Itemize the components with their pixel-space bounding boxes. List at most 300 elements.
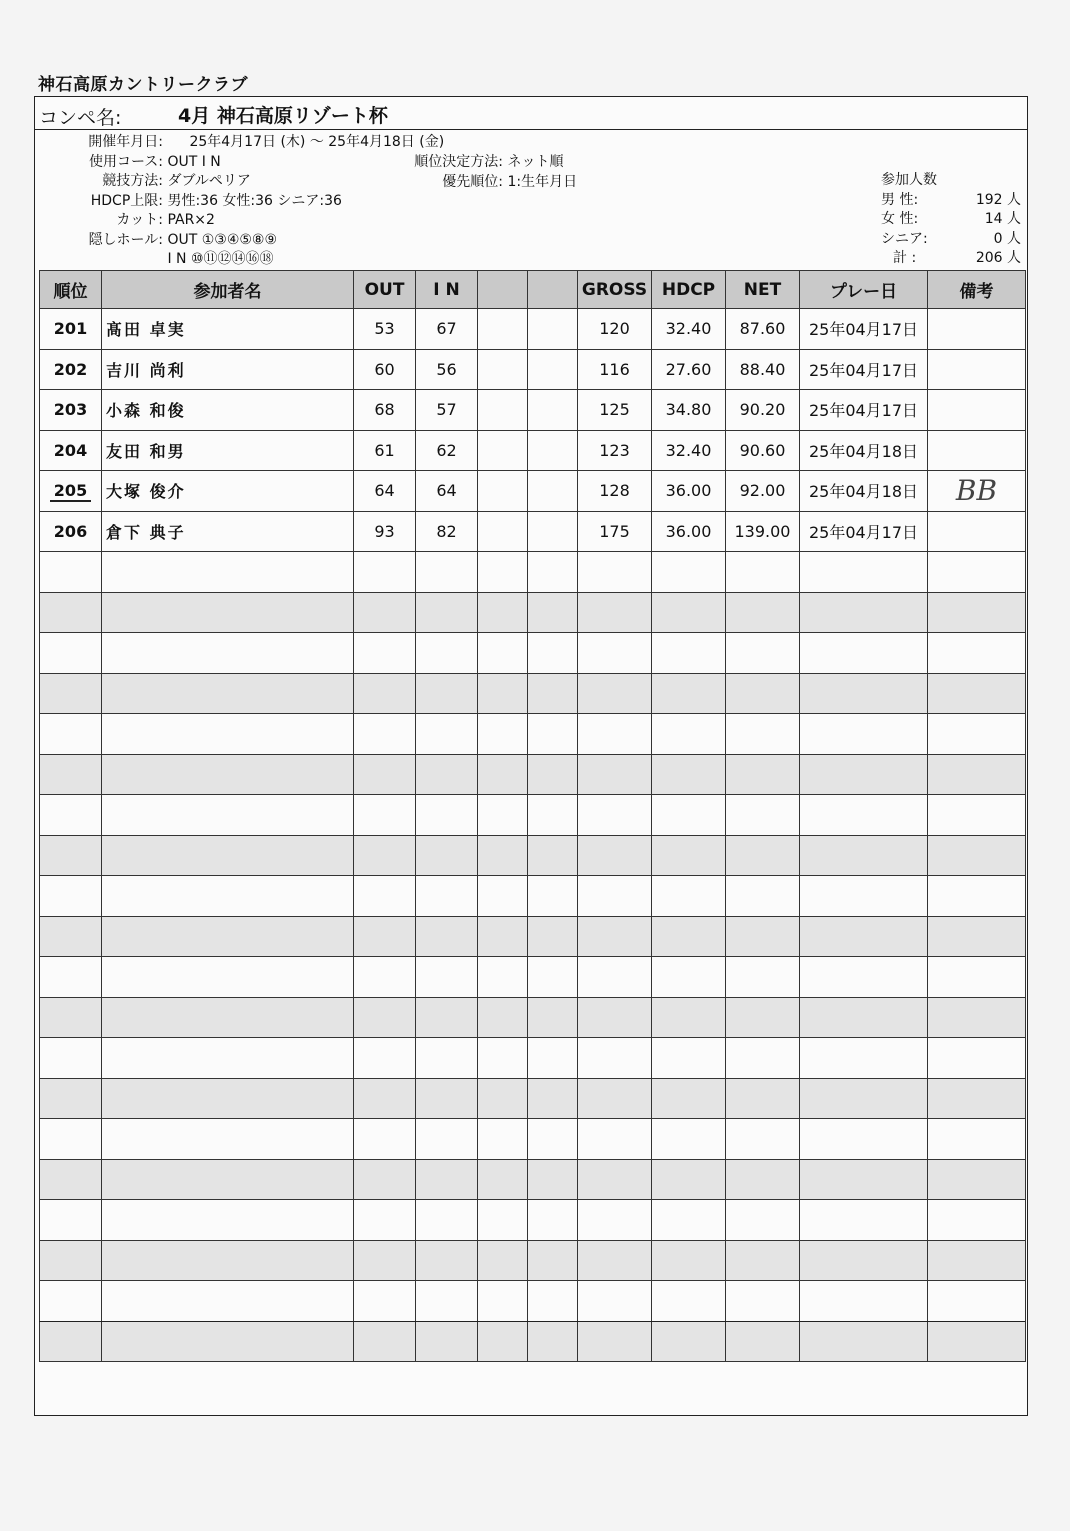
rank-underline-mark: 205 bbox=[50, 481, 91, 502]
empty-cell bbox=[354, 1159, 416, 1200]
table-row bbox=[40, 916, 1026, 957]
cell-in: 67 bbox=[416, 309, 478, 350]
empty-cell bbox=[928, 673, 1026, 714]
table-row bbox=[40, 430, 1026, 471]
empty-cell bbox=[652, 1200, 726, 1241]
cell-net: 90.20 bbox=[726, 390, 800, 431]
empty-cell bbox=[652, 795, 726, 836]
empty-cell bbox=[726, 916, 800, 957]
empty-cell bbox=[726, 876, 800, 917]
empty-cell bbox=[652, 835, 726, 876]
empty-cell bbox=[102, 876, 354, 917]
empty-cell bbox=[102, 552, 354, 593]
cell-in: 62 bbox=[416, 430, 478, 471]
empty-cell bbox=[528, 1281, 578, 1322]
senior-label: シニア: bbox=[881, 230, 928, 247]
empty-cell bbox=[578, 916, 652, 957]
score-sheet bbox=[34, 96, 1028, 1416]
empty-cell bbox=[416, 795, 478, 836]
results-table-wrapper bbox=[39, 270, 1026, 1362]
table-row bbox=[40, 714, 1026, 755]
empty-cell bbox=[528, 997, 578, 1038]
cell-net: 139.00 bbox=[726, 511, 800, 552]
empty-cell bbox=[800, 1200, 928, 1241]
cell-note: BB bbox=[928, 471, 1026, 512]
empty-cell bbox=[478, 957, 528, 998]
empty-cell bbox=[478, 430, 528, 471]
empty-cell bbox=[478, 390, 528, 431]
empty-cell bbox=[478, 1078, 528, 1119]
empty-cell bbox=[528, 552, 578, 593]
empty-cell bbox=[102, 754, 354, 795]
male-label: 男 性: bbox=[881, 191, 919, 208]
empty-cell bbox=[40, 916, 102, 957]
empty-cell bbox=[578, 1200, 652, 1241]
header-net: NET bbox=[726, 271, 800, 309]
empty-cell bbox=[528, 835, 578, 876]
empty-cell bbox=[578, 673, 652, 714]
empty-cell bbox=[478, 633, 528, 674]
empty-cell bbox=[578, 1078, 652, 1119]
competition-label: コンペ名: bbox=[39, 107, 122, 129]
cell-out: 60 bbox=[354, 349, 416, 390]
empty-cell bbox=[354, 835, 416, 876]
empty-cell bbox=[800, 957, 928, 998]
cell-date: 25年04月17日 bbox=[800, 349, 928, 390]
club-name: 神石高原カントリークラブ bbox=[38, 75, 248, 95]
empty-cell bbox=[416, 1281, 478, 1322]
empty-cell bbox=[528, 1159, 578, 1200]
cell-net: 90.60 bbox=[726, 430, 800, 471]
empty-cell bbox=[800, 673, 928, 714]
empty-cell bbox=[578, 795, 652, 836]
method-value: ダブルペリア bbox=[167, 173, 251, 189]
empty-cell bbox=[478, 1200, 528, 1241]
empty-cell bbox=[102, 795, 354, 836]
empty-cell bbox=[928, 552, 1026, 593]
empty-cell bbox=[578, 1038, 652, 1079]
cell-rank: 204 bbox=[40, 430, 102, 471]
empty-cell bbox=[578, 754, 652, 795]
empty-cell bbox=[928, 795, 1026, 836]
empty-cell bbox=[354, 673, 416, 714]
results-table bbox=[39, 270, 1026, 1362]
cell-rank: 201 bbox=[40, 309, 102, 350]
empty-cell bbox=[528, 349, 578, 390]
empty-cell bbox=[416, 1038, 478, 1079]
table-row bbox=[40, 795, 1026, 836]
hdcp-label: HDCP上限: bbox=[90, 192, 163, 209]
table-row bbox=[40, 957, 1026, 998]
cell-hdcp: 36.00 bbox=[652, 471, 726, 512]
cell-net: 87.60 bbox=[726, 309, 800, 350]
cell-name: 吉川 尚利 bbox=[102, 349, 354, 390]
cell-date: 25年04月17日 bbox=[800, 309, 928, 350]
empty-cell bbox=[726, 592, 800, 633]
empty-cell bbox=[40, 876, 102, 917]
empty-cell bbox=[578, 997, 652, 1038]
empty-cell bbox=[478, 795, 528, 836]
table-row bbox=[40, 309, 1026, 350]
empty-cell bbox=[726, 957, 800, 998]
empty-cell bbox=[528, 511, 578, 552]
cell-note bbox=[928, 349, 1026, 390]
empty-cell bbox=[478, 876, 528, 917]
cell-gross: 116 bbox=[578, 349, 652, 390]
empty-cell bbox=[800, 876, 928, 917]
empty-cell bbox=[528, 430, 578, 471]
cell-in: 82 bbox=[416, 511, 478, 552]
empty-cell bbox=[478, 471, 528, 512]
empty-cell bbox=[40, 754, 102, 795]
cell-out: 68 bbox=[354, 390, 416, 431]
cell-hdcp: 36.00 bbox=[652, 511, 726, 552]
empty-cell bbox=[652, 916, 726, 957]
table-row bbox=[40, 835, 1026, 876]
empty-cell bbox=[528, 754, 578, 795]
empty-cell bbox=[928, 1078, 1026, 1119]
empty-cell bbox=[578, 1159, 652, 1200]
empty-cell bbox=[528, 876, 578, 917]
empty-cell bbox=[354, 552, 416, 593]
empty-cell bbox=[102, 1281, 354, 1322]
empty-cell bbox=[478, 309, 528, 350]
empty-cell bbox=[102, 1078, 354, 1119]
empty-cell bbox=[928, 754, 1026, 795]
empty-cell bbox=[416, 552, 478, 593]
empty-cell bbox=[800, 552, 928, 593]
empty-cell bbox=[354, 714, 416, 755]
empty-cell bbox=[800, 714, 928, 755]
empty-cell bbox=[478, 552, 528, 593]
cell-hdcp: 32.40 bbox=[652, 309, 726, 350]
empty-cell bbox=[652, 1281, 726, 1322]
priority-value: 1:生年月日 bbox=[507, 173, 578, 190]
participants-block bbox=[881, 171, 1021, 269]
empty-cell bbox=[528, 1240, 578, 1281]
empty-cell bbox=[800, 835, 928, 876]
empty-cell bbox=[528, 390, 578, 431]
empty-cell bbox=[726, 1119, 800, 1160]
empty-cell bbox=[800, 997, 928, 1038]
empty-cell bbox=[478, 349, 528, 390]
cut-label: カット: bbox=[116, 212, 163, 228]
empty-cell bbox=[652, 1119, 726, 1160]
empty-cell bbox=[528, 471, 578, 512]
cell-hdcp: 32.40 bbox=[652, 430, 726, 471]
empty-cell bbox=[800, 1078, 928, 1119]
empty-cell bbox=[800, 1281, 928, 1322]
empty-cell bbox=[102, 916, 354, 957]
empty-cell bbox=[928, 592, 1026, 633]
empty-cell bbox=[726, 795, 800, 836]
empty-cell bbox=[40, 1038, 102, 1079]
table-row bbox=[40, 1200, 1026, 1241]
empty-cell bbox=[928, 1159, 1026, 1200]
table-header-row bbox=[40, 271, 1026, 309]
cell-hdcp: 27.60 bbox=[652, 349, 726, 390]
table-row bbox=[40, 592, 1026, 633]
empty-cell bbox=[726, 1078, 800, 1119]
empty-cell bbox=[354, 633, 416, 674]
cell-date: 25年04月18日 bbox=[800, 430, 928, 471]
empty-cell bbox=[928, 1038, 1026, 1079]
participants-title: 参加人数 bbox=[881, 172, 937, 188]
empty-cell bbox=[478, 673, 528, 714]
cell-name: 小森 和俊 bbox=[102, 390, 354, 431]
empty-cell bbox=[416, 1078, 478, 1119]
empty-cell bbox=[528, 1038, 578, 1079]
empty-cell bbox=[102, 592, 354, 633]
empty-cell bbox=[40, 997, 102, 1038]
empty-cell bbox=[726, 835, 800, 876]
empty-cell bbox=[726, 1159, 800, 1200]
empty-cell bbox=[416, 754, 478, 795]
empty-cell bbox=[40, 957, 102, 998]
empty-cell bbox=[726, 714, 800, 755]
dates-value: 25年4月17日 (木) ～ 25年4月18日 (金) bbox=[189, 134, 445, 150]
empty-cell bbox=[416, 714, 478, 755]
table-row bbox=[40, 390, 1026, 431]
empty-cell bbox=[800, 633, 928, 674]
empty-cell bbox=[40, 673, 102, 714]
cell-in: 64 bbox=[416, 471, 478, 512]
empty-cell bbox=[478, 1159, 528, 1200]
table-row bbox=[40, 876, 1026, 917]
empty-cell bbox=[354, 1200, 416, 1241]
empty-cell bbox=[726, 997, 800, 1038]
course-value: OUT I N bbox=[167, 153, 221, 170]
empty-cell bbox=[800, 1038, 928, 1079]
header-play-date: プレー日 bbox=[800, 271, 928, 309]
empty-cell bbox=[800, 1159, 928, 1200]
cell-rank: 202 bbox=[40, 349, 102, 390]
empty-cell bbox=[416, 673, 478, 714]
empty-cell bbox=[354, 876, 416, 917]
cell-gross: 123 bbox=[578, 430, 652, 471]
empty-cell bbox=[40, 633, 102, 674]
empty-cell bbox=[578, 592, 652, 633]
empty-cell bbox=[726, 1200, 800, 1241]
empty-cell bbox=[528, 916, 578, 957]
empty-cell bbox=[652, 592, 726, 633]
cell-name: 大塚 俊介 bbox=[102, 471, 354, 512]
method-label: 競技方法: bbox=[102, 173, 163, 189]
empty-cell bbox=[800, 916, 928, 957]
empty-cell bbox=[478, 754, 528, 795]
empty-cell bbox=[416, 1119, 478, 1160]
cell-out: 64 bbox=[354, 471, 416, 512]
empty-cell bbox=[928, 1200, 1026, 1241]
cut-value: PAR×2 bbox=[167, 212, 215, 228]
empty-cell bbox=[928, 714, 1026, 755]
empty-cell bbox=[102, 1119, 354, 1160]
empty-cell bbox=[928, 876, 1026, 917]
empty-cell bbox=[726, 673, 800, 714]
empty-cell bbox=[928, 916, 1026, 957]
empty-cell bbox=[726, 1240, 800, 1281]
empty-cell bbox=[652, 876, 726, 917]
empty-cell bbox=[528, 309, 578, 350]
empty-cell bbox=[800, 1119, 928, 1160]
empty-cell bbox=[102, 1240, 354, 1281]
empty-cell bbox=[528, 1078, 578, 1119]
cell-date: 25年04月18日 bbox=[800, 471, 928, 512]
cell-in: 56 bbox=[416, 349, 478, 390]
empty-cell bbox=[800, 1240, 928, 1281]
cell-rank: 203 bbox=[40, 390, 102, 431]
cell-out: 61 bbox=[354, 430, 416, 471]
empty-cell bbox=[652, 1240, 726, 1281]
rank-method-label: 順位決定方法: bbox=[414, 154, 503, 170]
dates-label: 開催年月日: bbox=[88, 134, 163, 150]
empty-cell bbox=[652, 1159, 726, 1200]
empty-cell bbox=[578, 1281, 652, 1322]
table-row bbox=[40, 1159, 1026, 1200]
cell-rank bbox=[40, 471, 102, 512]
empty-cell bbox=[478, 1281, 528, 1322]
empty-cell bbox=[652, 714, 726, 755]
empty-cell bbox=[102, 1159, 354, 1200]
empty-cell bbox=[528, 1200, 578, 1241]
table-row bbox=[40, 633, 1026, 674]
male-count: 192 人 bbox=[975, 191, 1021, 208]
empty-cell bbox=[40, 1281, 102, 1322]
empty-cell bbox=[726, 552, 800, 593]
hidden-holes-in: I N ⑩⑪⑫⑭⑯⑱ bbox=[167, 251, 274, 267]
empty-cell bbox=[478, 511, 528, 552]
empty-cell bbox=[800, 754, 928, 795]
hidden-holes-out: OUT ①③④⑤⑧⑨ bbox=[167, 231, 278, 248]
header-gross: GROSS bbox=[578, 271, 652, 309]
empty-cell bbox=[40, 835, 102, 876]
empty-cell bbox=[416, 1159, 478, 1200]
empty-cell bbox=[354, 957, 416, 998]
cell-name: 倉下 典子 bbox=[102, 511, 354, 552]
cell-hdcp: 34.80 bbox=[652, 390, 726, 431]
empty-cell bbox=[416, 876, 478, 917]
cell-gross: 125 bbox=[578, 390, 652, 431]
hidden-holes-label: 隠しホール: bbox=[88, 231, 163, 248]
empty-cell bbox=[354, 916, 416, 957]
empty-cell bbox=[726, 633, 800, 674]
empty-cell bbox=[354, 592, 416, 633]
empty-cell bbox=[40, 1119, 102, 1160]
cell-name: 髙田 卓実 bbox=[102, 309, 354, 350]
empty-cell bbox=[40, 714, 102, 755]
empty-cell bbox=[40, 592, 102, 633]
empty-cell bbox=[528, 795, 578, 836]
table-row bbox=[40, 511, 1026, 552]
empty-cell bbox=[928, 1240, 1026, 1281]
cell-out: 93 bbox=[354, 511, 416, 552]
empty-cell bbox=[354, 1281, 416, 1322]
empty-cell bbox=[578, 714, 652, 755]
empty-cell bbox=[354, 1038, 416, 1079]
empty-cell bbox=[652, 552, 726, 593]
empty-cell bbox=[928, 835, 1026, 876]
empty-cell bbox=[652, 957, 726, 998]
competition-name: 4月 神石高原リゾート杯 bbox=[178, 105, 388, 127]
cell-note bbox=[928, 309, 1026, 350]
empty-cell bbox=[578, 835, 652, 876]
rank-method-value: ネット順 bbox=[507, 154, 564, 170]
cell-note bbox=[928, 390, 1026, 431]
empty-cell bbox=[478, 592, 528, 633]
total-label: 計 : bbox=[893, 250, 917, 266]
empty-cell bbox=[928, 957, 1026, 998]
empty-cell bbox=[354, 795, 416, 836]
header-blank-1 bbox=[478, 271, 528, 309]
empty-cell bbox=[652, 997, 726, 1038]
cell-gross: 175 bbox=[578, 511, 652, 552]
empty-cell bbox=[928, 633, 1026, 674]
empty-cell bbox=[726, 754, 800, 795]
empty-cell bbox=[102, 714, 354, 755]
empty-cell bbox=[578, 1119, 652, 1160]
empty-cell bbox=[102, 1038, 354, 1079]
empty-cell bbox=[726, 1038, 800, 1079]
empty-cell bbox=[40, 552, 102, 593]
empty-cell bbox=[928, 997, 1026, 1038]
empty-cell bbox=[102, 835, 354, 876]
empty-cell bbox=[800, 795, 928, 836]
empty-cell bbox=[102, 673, 354, 714]
header-name: 参加者名 bbox=[102, 271, 354, 309]
table-row bbox=[40, 997, 1026, 1038]
empty-cell bbox=[652, 1078, 726, 1119]
empty-cell bbox=[652, 1038, 726, 1079]
info-middle bbox=[385, 153, 577, 192]
header-notes: 備考 bbox=[928, 271, 1026, 309]
empty-cell bbox=[40, 1078, 102, 1119]
empty-cell bbox=[102, 633, 354, 674]
empty-cell bbox=[40, 795, 102, 836]
cell-date: 25年04月17日 bbox=[800, 511, 928, 552]
table-row bbox=[40, 1038, 1026, 1079]
table-row bbox=[40, 1281, 1026, 1322]
cell-name: 友田 和男 bbox=[102, 430, 354, 471]
cell-gross: 120 bbox=[578, 309, 652, 350]
table-row bbox=[40, 1119, 1026, 1160]
course-label: 使用コース: bbox=[88, 153, 163, 170]
empty-cell bbox=[652, 633, 726, 674]
priority-label: 優先順位: bbox=[442, 173, 503, 190]
empty-cell bbox=[528, 714, 578, 755]
empty-cell bbox=[102, 957, 354, 998]
table-row bbox=[40, 1078, 1026, 1119]
empty-cell bbox=[528, 957, 578, 998]
empty-cell bbox=[928, 1281, 1026, 1322]
empty-cell bbox=[578, 1240, 652, 1281]
empty-cell bbox=[478, 1038, 528, 1079]
empty-cell bbox=[416, 997, 478, 1038]
empty-cell bbox=[652, 754, 726, 795]
empty-cell bbox=[416, 1240, 478, 1281]
empty-cell bbox=[416, 1200, 478, 1241]
table-row bbox=[40, 673, 1026, 714]
empty-cell bbox=[416, 835, 478, 876]
empty-cell bbox=[40, 1200, 102, 1241]
empty-cell bbox=[578, 633, 652, 674]
empty-cell bbox=[40, 1240, 102, 1281]
empty-cell bbox=[800, 592, 928, 633]
empty-cell bbox=[528, 1119, 578, 1160]
cell-out: 53 bbox=[354, 309, 416, 350]
cell-note bbox=[928, 430, 1026, 471]
table-row bbox=[40, 1240, 1026, 1281]
empty-cell bbox=[578, 876, 652, 917]
